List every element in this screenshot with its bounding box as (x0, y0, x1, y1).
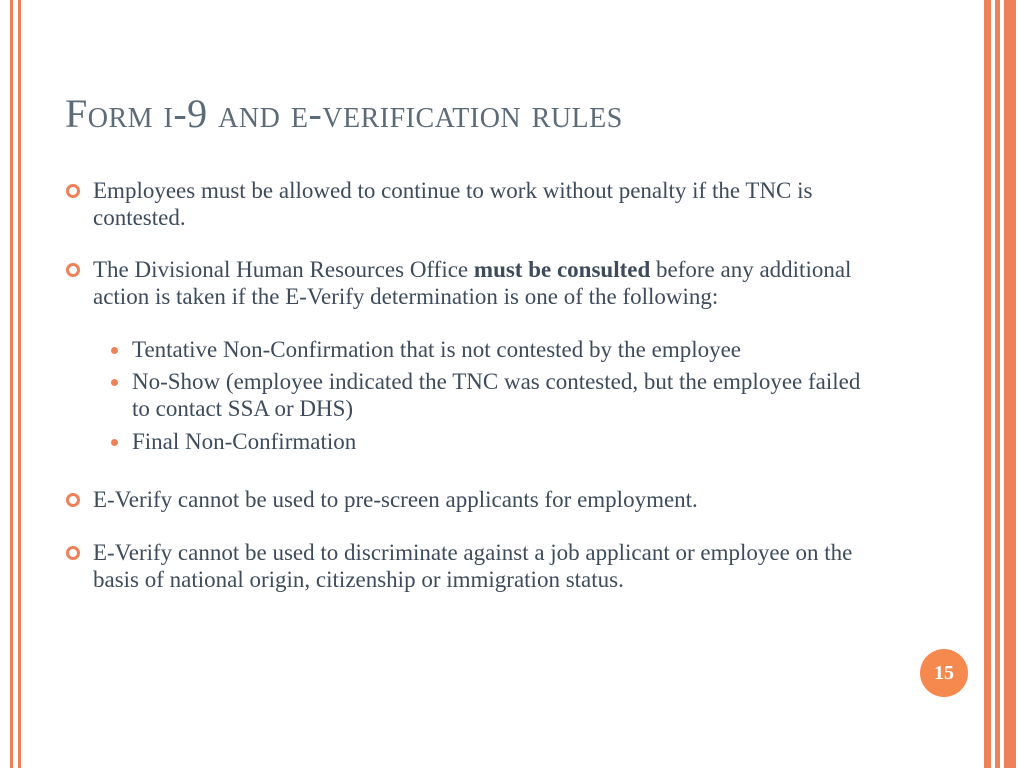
page-number-badge (920, 649, 968, 697)
sub-bullet-marker-icon (111, 379, 118, 386)
page-number: 15 (934, 661, 954, 684)
left-edge-stripe-2 (18, 0, 21, 768)
bullet-item (65, 540, 865, 593)
bullet-text: E-Verify cannot be used to discriminate against a job applicant or employee on the basis of national origin, citizenship or immigration status. (93, 540, 853, 592)
sub-bullet-text: No-Show (employee indicated the TNC was contested, but the employee failed to contact SSA or DHS) (132, 369, 861, 422)
bullet-marker-icon (66, 493, 80, 507)
right-edge-stripe-2 (995, 0, 1000, 768)
sub-bullet-list (65, 337, 865, 456)
bullet-marker-icon (66, 263, 80, 277)
sub-bullet-text: Tentative Non-Confirmation that is not contested by the employee (132, 336, 742, 362)
right-edge-stripe-1 (984, 0, 991, 768)
bullet-marker-icon (66, 184, 80, 198)
bullet-marker-icon (66, 546, 80, 560)
bullet-item (65, 257, 865, 310)
bullet-text: Employees must be allowed to continue to work without penalty if the TNC is contested. (93, 178, 813, 230)
sub-bullet-item (109, 337, 865, 364)
sub-bullet-item (109, 429, 865, 456)
bullet-item (65, 178, 865, 231)
sub-bullet-item (109, 369, 865, 422)
sub-bullet-text: Final Non-Confirmation (132, 428, 357, 454)
left-edge-stripe-1 (10, 0, 13, 768)
bullet-text: The Divisional Human Resources Office must be consulted before any additional action is taken if the E-Verify determination is one of the following: (93, 257, 852, 310)
bullet-item (65, 487, 865, 514)
sub-bullet-marker-icon (111, 347, 118, 354)
right-edge-stripe-3 (1004, 0, 1016, 768)
bullet-text: E-Verify cannot be used to pre-screen applicants for employment. (93, 487, 698, 513)
sub-bullet-marker-icon (111, 439, 118, 446)
slide-title: Form i-9 and e-verification rules (65, 91, 623, 136)
bullet-list (65, 178, 865, 593)
slide-content (65, 92, 865, 619)
